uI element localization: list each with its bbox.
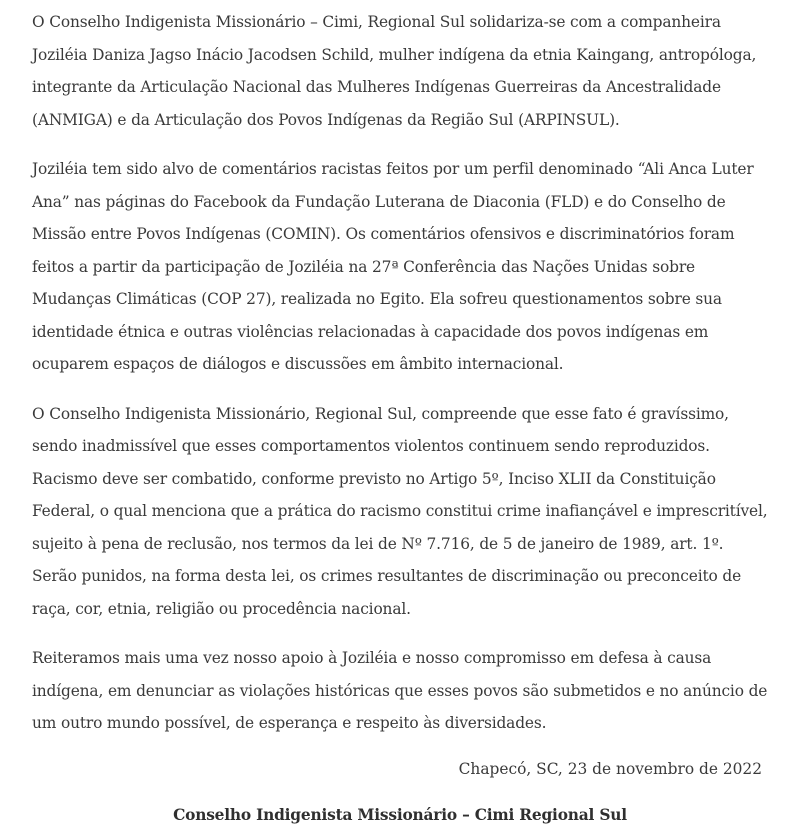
paragraph-solidarity: O Conselho Indigenista Missionário – Cimi, Regional Sul solidariza-se com a companheira Joziléia Daniza Jagso Inácio Jacodsen Schild, mulher indígena da etnia Kaingang, antropóloga, integrante da Articulação Nacional das Mulheres Indígenas Guerreiras da Ancestralidade (ANMIGA) e da Articulação dos Povos Indígenas da Região Sul (ARPINSUL).	[32, 13, 757, 129]
paragraph-legal-basis: O Conselho Indigenista Missionário, Regional Sul, compreende que esse fato é gravíssimo, sendo inadmissível que esses comportamentos violentos continuem sendo reproduzidos. Racismo deve ser combatido, conforme previsto no Artigo 5º, Inciso XLII da Constituição Federal, o qual menciona que a prática do racismo constitui crime inafiançável e imprescritível, sujeito à pena de reclusão, nos termos da lei de Nº 7.716, de 5 de janeiro de 1989, art. 1º. Serão punidos, na forma desta lei, os crimes resultantes de discriminação ou preconceito de raça, cor, etnia, religião ou procedência nacional.	[32, 404, 768, 618]
paragraph-racist-comments: Joziléia tem sido alvo de comentários racistas feitos por um perfil denominado “Ali Anca Luter Ana” nas páginas do Facebook da Fundação Luterana de Diaconia (FLD) e do Conselho de Missão entre Povos Indígenas (COMIN). Os comentários ofensivos e discriminatórios foram feitos a partir da participação de Joziléia na 27ª Conferência das Nações Unidas sobre Mudanças Climáticas (COP 27), realizada no Egito. Ela sofreu questionamentos sobre sua identidade étnica e outras violências relacionadas à capacidade dos povos indígenas em ocuparem espaços de diálogos e discussões em âmbito internacional.	[32, 160, 754, 373]
paragraph-support: Reiteramos mais uma vez nosso apoio à Joziléia e nosso compromisso em defesa à causa indígena, em denunciar as violações históricas que esses povos são submetidos e no anúncio de um outro mundo possível, de esperança e respeito às diversidades.	[32, 649, 768, 732]
signature: Conselho Indigenista Missionário – Cimi Regional Sul	[173, 806, 627, 824]
date-location: Chapecó, SC, 23 de novembro de 2022	[458, 759, 762, 778]
